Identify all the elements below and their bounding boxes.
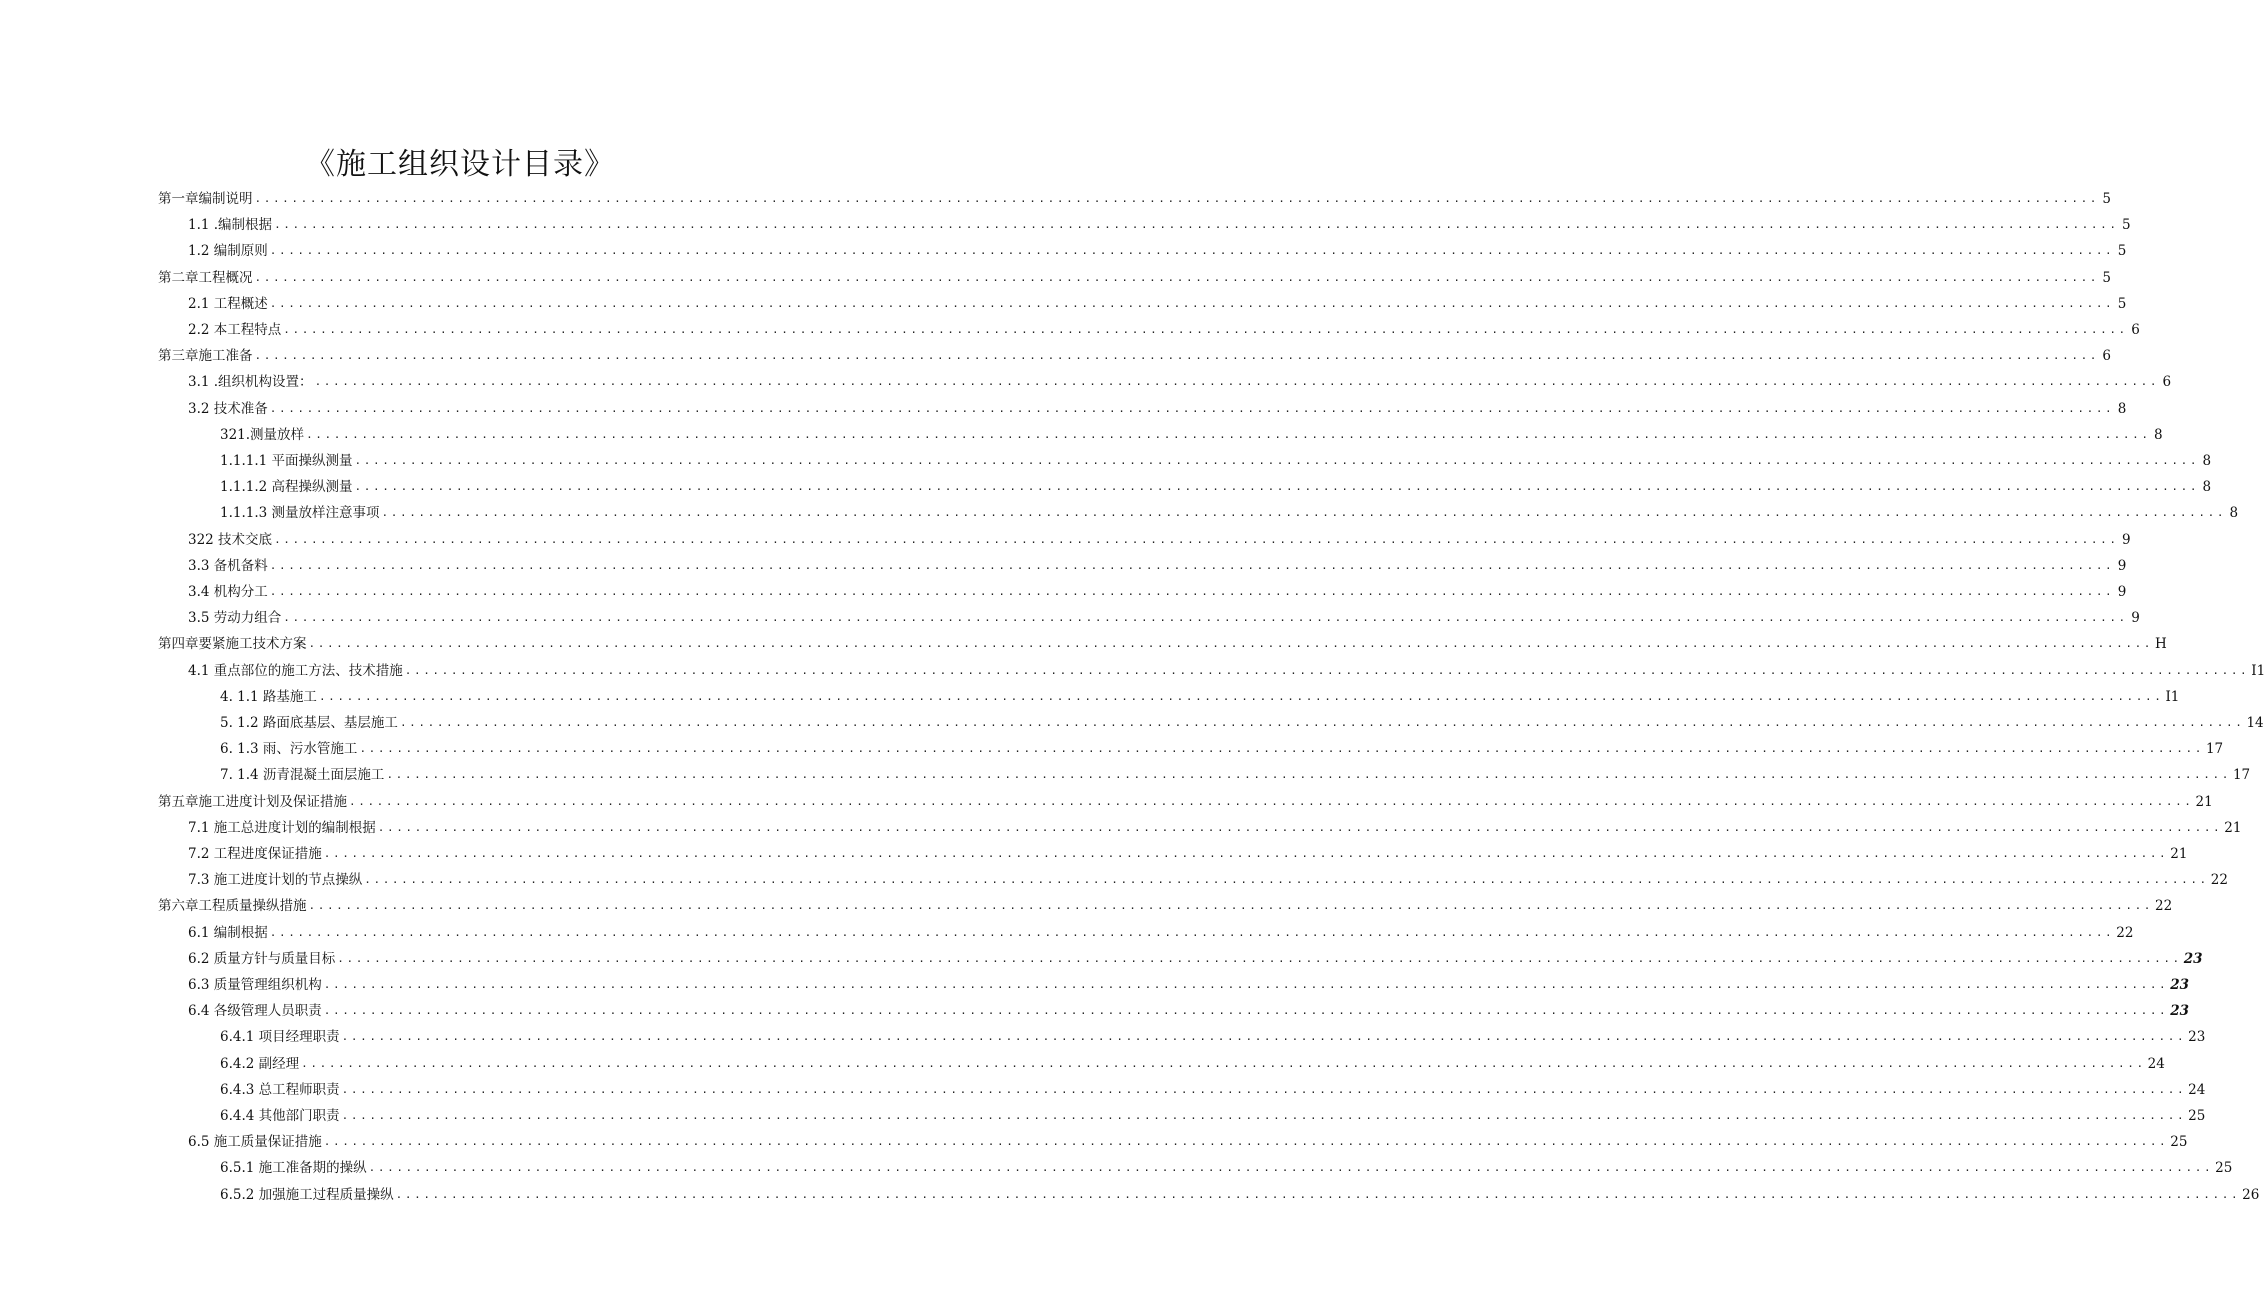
toc-entry-page-number: 8: [2153, 426, 2163, 443]
toc-entry[interactable]: [158, 343, 2112, 369]
toc-entry[interactable]: [220, 762, 2251, 788]
toc-entry-label: 6.4.4 其他部门职责: [220, 1108, 340, 1124]
toc-dot-leader: ........................................................................................................................................................................................................: [359, 742, 2204, 756]
toc-entry[interactable]: [188, 605, 2140, 631]
toc-entry-page-number: 17: [2232, 767, 2251, 784]
toc-entry-page-number: 25: [2215, 1160, 2233, 1177]
toc-dot-leader: ........................................................................................................................................................................................................: [386, 768, 2231, 782]
toc-dot-leader: ........................................................................................................................................................................................................: [368, 1161, 2214, 1175]
toc-entry[interactable]: [220, 1024, 2206, 1050]
toc-entry-page-number: 22: [2155, 898, 2173, 915]
toc-entry-page-number: 21: [2195, 793, 2213, 810]
toc-entry-page-number: 21: [2170, 846, 2188, 862]
toc-dot-leader: ........................................................................................................................................................................................................: [341, 1030, 2187, 1044]
toc-dot-leader: ........................................................................................................................................................................................................: [318, 689, 2164, 703]
toc-entry[interactable]: [220, 1155, 2233, 1181]
toc-entry[interactable]: [188, 867, 2228, 893]
toc-entry[interactable]: [220, 684, 2180, 710]
toc-entry[interactable]: [188, 238, 2127, 264]
toc-dot-leader: ........................................................................................................................................................................................................: [354, 454, 2200, 467]
toc-dot-leader: ........................................................................................................................................................................................................: [381, 506, 2227, 520]
toc-entry[interactable]: [188, 972, 2190, 998]
toc-entry-label: 第二章工程概况: [158, 269, 253, 286]
toc-entry-page-number: 8: [2229, 505, 2239, 522]
toc-dot-leader: ........................................................................................................................................................................................................: [395, 1187, 2241, 1201]
toc-entry-label: 3.3 备机备料: [188, 557, 268, 574]
toc-entry-label: 6.1 编制根据: [188, 924, 268, 941]
toc-dot-leader: ........................................................................................................................................................................................................: [254, 270, 2100, 284]
toc-entry-page-number: 5: [2121, 217, 2131, 234]
toc-entry-page-number: 9: [2121, 531, 2131, 548]
toc-entry[interactable]: [220, 422, 2163, 448]
toc-entry-page-number: 23: [2170, 1003, 2190, 1020]
toc-dot-leader: ........................................................................................................................................................................................................: [306, 427, 2151, 441]
toc-dot-leader: ........................................................................................................................................................................................................: [364, 873, 2209, 887]
toc-entry[interactable]: [220, 1103, 2206, 1129]
toc-entry-label: 5. 1.2 路面底基层、基层施工: [220, 715, 398, 731]
toc-dot-leader: ........................................................................................................................................................................................................: [341, 1109, 2187, 1122]
toc-dot-leader: ........................................................................................................................................................................................................: [269, 296, 2115, 310]
toc-entry-page-number: 8: [2202, 479, 2212, 496]
toc-entry[interactable]: [220, 1077, 2206, 1103]
toc-entry-label: 1.1.1.2 高程操纵测量: [220, 479, 353, 496]
toc-dot-leader: ........................................................................................................................................................................................................: [308, 899, 2154, 913]
toc-entry[interactable]: [188, 369, 2172, 395]
toc-entry-label: 1.1.1.1 平面操纵测量: [220, 453, 353, 469]
toc-dot-leader: ........................................................................................................................................................................................................: [337, 951, 2182, 965]
toc-entry-label: 6.5.2 加强施工过程质量操纵: [220, 1186, 394, 1203]
toc-entry-page-number: 6: [2131, 322, 2140, 338]
toc-entry-label: 第六章工程质量操纵措施: [158, 898, 307, 915]
toc-entry-label: 第五章施工进度计划及保证措施: [158, 793, 347, 810]
toc-entry-page-number: 22: [2116, 924, 2134, 941]
toc-entry-page-number: 23: [2183, 950, 2203, 967]
toc-entry-label: 2.2 本工程特点: [188, 322, 282, 338]
toc-entry-page-number: 24: [2147, 1055, 2165, 1072]
toc-entry[interactable]: [188, 553, 2127, 579]
toc-entry-label: 7.3 施工进度计划的节点操纵: [188, 872, 363, 889]
toc-entry[interactable]: [220, 736, 2224, 762]
toc-entry-page-number: 22: [2210, 872, 2228, 889]
toc-entry-label: 1.1.1.3 测量放样注意事项: [220, 505, 380, 522]
toc-dot-leader: ........................................................................................................................................................................................................: [341, 1082, 2187, 1096]
toc-entry[interactable]: [188, 841, 2188, 867]
toc-dot-leader: ........................................................................................................................................................................................................: [399, 716, 2245, 729]
toc-entry-page-number: 6: [2162, 374, 2172, 391]
toc-dot-leader: ........................................................................................................................................................................................................: [323, 847, 2169, 860]
toc-entry-page-number: 14: [2246, 715, 2264, 731]
toc-entry-label: 6.4.1 项目经理职责: [220, 1029, 340, 1046]
toc-entry-page-number: 8: [2202, 453, 2212, 469]
toc-entry-label: 321.测量放样: [220, 426, 305, 443]
toc-entry-label: 6.5 施工质量保证措施: [188, 1134, 322, 1151]
toc-dot-leader: ........................................................................................................................................................................................................: [377, 820, 2223, 834]
toc-entry[interactable]: [188, 579, 2127, 605]
toc-entry[interactable]: [158, 789, 2213, 815]
toc-entry[interactable]: [188, 998, 2190, 1024]
toc-dot-leader: ........................................................................................................................................................................................................: [254, 349, 2100, 363]
toc-entry-label: 6.5.1 施工准备期的操纵: [220, 1160, 367, 1177]
toc-entry[interactable]: [220, 1182, 2260, 1208]
toc-entry-label: 1.2 编制原则: [188, 243, 268, 260]
toc-entry-label: 第三章施工准备: [158, 348, 253, 365]
toc-dot-leader: ........................................................................................................................................................................................................: [323, 1135, 2169, 1149]
toc-entry-page-number: 9: [2131, 610, 2140, 627]
toc-entry-page-number: 9: [2117, 557, 2127, 574]
toc-entry-page-number: 8: [2117, 400, 2127, 417]
toc-entry[interactable]: [158, 893, 2173, 919]
toc-entry-page-number: 5: [2102, 269, 2112, 286]
toc-entry-label: 3.4 机构分工: [188, 584, 268, 600]
toc-entry-label: 6.3 质量管理组织机构: [188, 977, 322, 993]
toc-dot-leader: ........................................................................................................................................................................................................: [274, 218, 2119, 232]
toc-entry-label: 7. 1.4 沥青混凝土面层施工: [220, 767, 385, 784]
toc-entry-page-number: I1: [2251, 662, 2265, 679]
toc-dot-leader: ........................................................................................................................................................................................................: [301, 1056, 2146, 1070]
toc-entry-label: 3.1 .组织机构设置：: [188, 374, 313, 391]
toc-dot-leader: ........................................................................................................................................................................................................: [349, 794, 2194, 808]
toc-entry-page-number: 17: [2205, 741, 2224, 758]
document-title: 《施工组织设计目录》: [305, 147, 615, 182]
toc-entry-page-number: I1: [2165, 688, 2180, 705]
toc-entry[interactable]: [188, 527, 2131, 553]
toc-dot-leader: ........................................................................................................................................................................................................: [274, 532, 2119, 546]
toc-entry-page-number: 21: [2224, 819, 2242, 836]
toc-entry[interactable]: [220, 1051, 2165, 1077]
toc-entry-page-number: 25: [2170, 1134, 2188, 1151]
toc-entry-page-number: 25: [2188, 1108, 2206, 1124]
toc-entry[interactable]: [188, 658, 2265, 684]
toc-dot-leader: ........................................................................................................................................................................................................: [404, 663, 2250, 677]
toc-entry-label: 3.2 技术准备: [188, 400, 268, 417]
toc-entry[interactable]: [188, 396, 2127, 422]
toc-dot-leader: ........................................................................................................................................................................................................: [269, 925, 2115, 939]
toc-entry-label: 6.4.2 副经理: [220, 1055, 300, 1072]
toc-entry[interactable]: [188, 291, 2127, 317]
toc-entry[interactable]: [188, 815, 2242, 841]
toc-entry-label: 322 技术交底: [188, 531, 273, 548]
toc-dot-leader: ........................................................................................................................................................................................................: [323, 1004, 2169, 1018]
toc-entry[interactable]: [220, 710, 2264, 736]
toc-entry[interactable]: [220, 448, 2212, 474]
toc-entry-label: 6. 1.3 雨、污水管施工: [220, 741, 358, 758]
toc-dot-leader: ........................................................................................................................................................................................................: [269, 244, 2115, 258]
toc-dot-leader: ........................................................................................................................................................................................................: [283, 611, 2128, 625]
toc-entry-page-number: 5: [2117, 295, 2127, 312]
toc-entry-label: 4. 1.1 路基施工: [220, 688, 317, 705]
toc-entry[interactable]: [188, 212, 2131, 238]
toc-entry-label: 3.5 劳动力组合: [188, 610, 282, 627]
toc-dot-leader: ........................................................................................................................................................................................................: [314, 375, 2160, 389]
toc-entry-page-number: 23: [2170, 977, 2190, 993]
toc-entry-label: 1.1 .编制根据: [188, 217, 273, 234]
toc-entry[interactable]: [188, 920, 2134, 946]
toc-dot-leader: ........................................................................................................................................................................................................: [269, 558, 2115, 572]
toc-entry-page-number: 6: [2102, 348, 2112, 365]
toc-entry-label: 7.2 工程进度保证措施: [188, 846, 322, 862]
toc-entry[interactable]: [220, 500, 2239, 526]
toc-dot-leader: ........................................................................................................................................................................................................: [254, 192, 2100, 205]
toc-dot-leader: ........................................................................................................................................................................................................: [269, 401, 2115, 415]
toc-entry-label: 4.1 重点部位的施工方法、技术措施: [188, 662, 403, 679]
toc-entry-page-number: 23: [2188, 1029, 2206, 1046]
toc-entry[interactable]: [158, 631, 2167, 657]
toc-dot-leader: ........................................................................................................................................................................................................: [308, 637, 2154, 651]
toc-entry-label: 2.1 工程概述: [188, 295, 268, 312]
toc-entry[interactable]: [188, 317, 2140, 343]
toc-entry-label: 6.2 质量方针与质量目标: [188, 950, 336, 967]
toc-entry-page-number: H: [2155, 636, 2167, 653]
toc-entry-page-number: 26: [2242, 1186, 2260, 1203]
toc-dot-leader: ........................................................................................................................................................................................................: [323, 978, 2169, 991]
toc-entry-page-number: 5: [2117, 243, 2127, 260]
toc-dot-leader: ........................................................................................................................................................................................................: [269, 585, 2115, 598]
toc-dot-leader: ........................................................................................................................................................................................................: [354, 480, 2200, 494]
toc-entry[interactable]: [158, 265, 2112, 291]
toc-entry-label: 6.4.3 总工程师职责: [220, 1081, 340, 1098]
toc-entry-page-number: 9: [2117, 584, 2127, 600]
toc-entry[interactable]: [158, 186, 2112, 212]
toc-dot-leader: ........................................................................................................................................................................................................: [283, 323, 2128, 336]
toc-entry-label: 6.4 各级管理人员职责: [188, 1003, 322, 1020]
toc-entry-label: 第四章要紧施工技术方案: [158, 636, 307, 653]
toc-entry-label: 7.1 施工总进度计划的编制根据: [188, 819, 376, 836]
toc-entry[interactable]: [188, 946, 2203, 972]
toc-entry-label: 第一章编制说明: [158, 191, 253, 207]
toc-entry-page-number: 5: [2102, 191, 2112, 207]
toc-entry-page-number: 24: [2188, 1081, 2206, 1098]
toc-entry[interactable]: [188, 1129, 2188, 1155]
toc-entry[interactable]: [220, 474, 2212, 500]
